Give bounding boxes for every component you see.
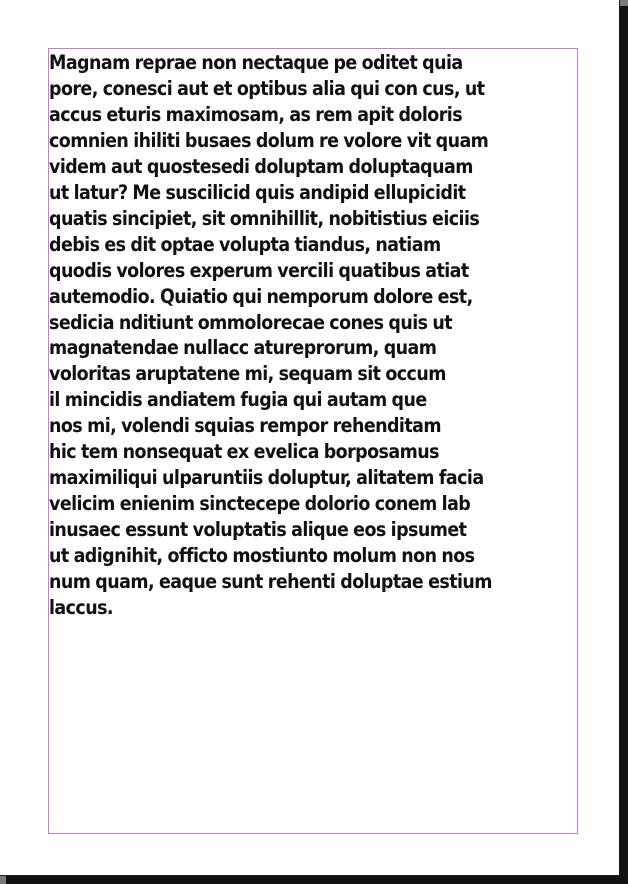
text-line: videm aut quostesedi doluptam doluptaquam [49,154,473,178]
text-line: inusaec essunt voluptatis alique eos ipsumet [49,518,467,542]
page-shadow-right [620,6,628,884]
text-line: ut adignihit, officto mostiunto molum non nos [49,544,475,568]
page-shadow-bottom [6,876,628,884]
text-line: il mincidis andiatem fugia qui autam que [49,388,427,412]
text-line: nos mi, volendi squias rempor rehenditam [49,414,441,438]
text-line: comnien ihiliti busaes dolum re volore vit quam [49,128,489,152]
text-line: velicim enienim sinctecepe dolorio conem lab [49,492,471,516]
text-line: hic tem nonsequat ex evelica borposamus [49,440,439,464]
text-line: Magnam reprae non nectaque pe oditet quia [49,51,463,74]
text-line: maximiliqui ulparuntiis doluptur, alitatem facia [49,466,484,490]
body-text[interactable] [49,50,581,621]
text-line: debis es dit optae volupta tiandus, natiam [49,232,441,256]
text-line: autemodio. Quiatio qui nemporum dolore est, [49,284,473,308]
text-line: accus eturis maximosam, as rem apit doloris [49,102,463,126]
text-line: ut latur? Me suscilicid quis andipid ellupicidit [49,180,466,204]
text-line: sedicia nditiunt ommolorecae cones quis ut [49,310,453,334]
text-line: quodis volores experum vercili quatibus atiat [49,258,469,282]
text-line: quatis sincipiet, sit omnihillit, nobitistius eiciis [49,206,480,230]
text-line: num quam, eaque sunt rehenti doluptae estium [49,570,492,594]
text-line: pore, conesci aut et optibus alia qui con cus, ut [49,76,485,100]
text-line: magnatendae nullacc atureprorum, quam [49,336,437,360]
text-line: laccus. [49,596,114,620]
text-line: voloritas aruptatene mi, sequam sit occum [49,362,446,386]
